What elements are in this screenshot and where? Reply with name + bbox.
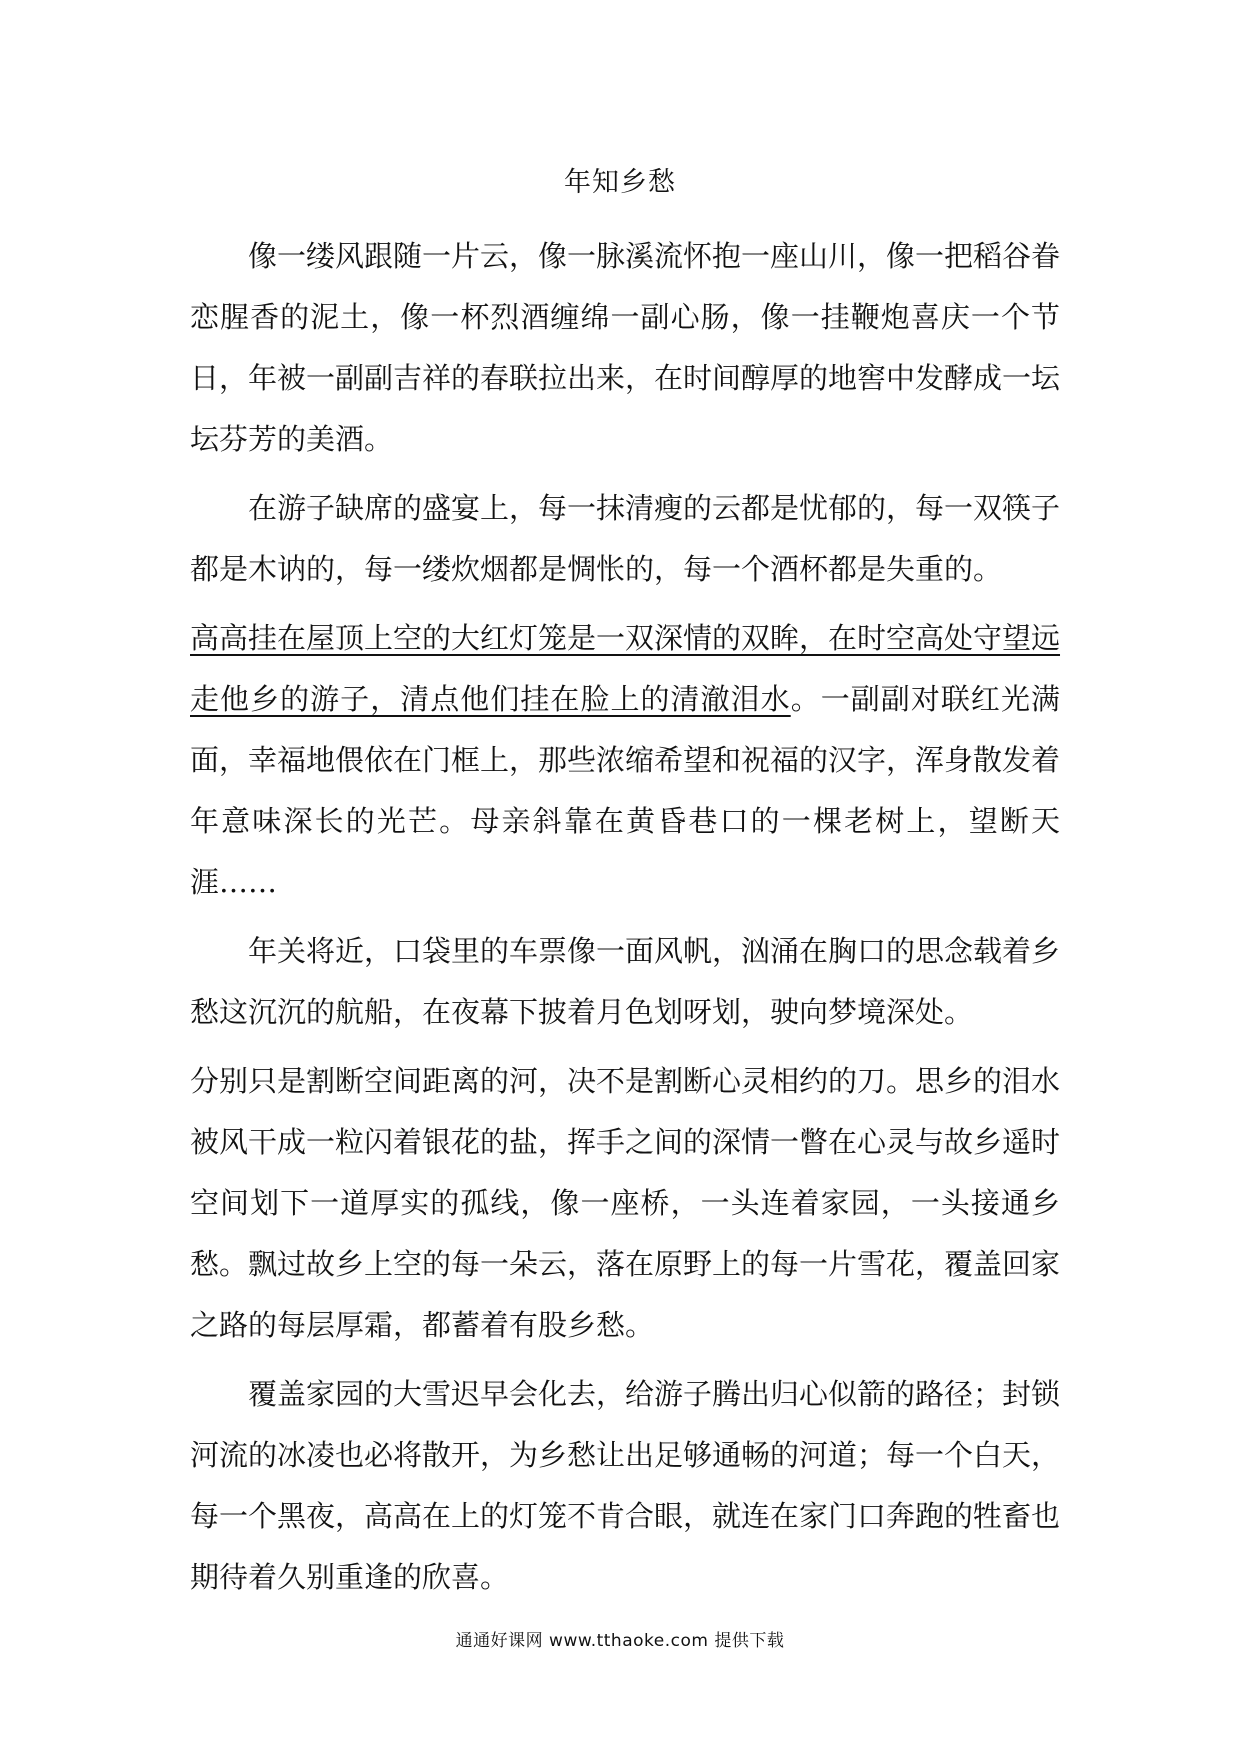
paragraph: 年关将近，口袋里的车票像一面风帆，汹涌在胸口的思念载着乡愁这沉沉的航船，在夜幕下披着月色划呀划，驶向梦境深处。 (190, 934, 1061, 1029)
paragraph (190, 608, 1060, 913)
underlined-text: 高高挂在屋顶上空的大红灯笼是一双深情的双眸，在时空高处守望远走他乡的游子，清点他们挂在脸上的清澈泪水 (190, 621, 1061, 716)
footer-source-note: 通通好课网 www.tthaoke.com 提供下载 (455, 1631, 785, 1651)
paragraph: 在游子缺席的盛宴上，每一抹清瘦的云都是忧郁的，每一双筷子都是木讷的，每一缕炊烟都是惆怅的，每一个酒杯都是失重的。 (190, 491, 1061, 586)
paragraph: 像一缕风跟随一片云，像一脉溪流怀抱一座山川，像一把稻谷眷恋腥香的泥土，像一杯烈酒缠绵一副心肠，像一挂鞭炮喜庆一个节日，年被一副副吉祥的春联拉出来，在时间醇厚的地窖中发酵成一坛坛芬芳的美酒。 (190, 239, 1061, 456)
paragraph-text: 。一副副对联红光满面，幸福地偎依在门框上，那些浓缩希望和祝福的汉字，浑身散发着年意味深长的光芒。母亲斜靠在黄昏巷口的一棵老树上，望断天涯…… (190, 682, 1061, 899)
page-title: 年知乡愁 (564, 167, 676, 198)
paragraph: 覆盖家园的大雪迟早会化去，给游子腾出归心似箭的路径；封锁河流的冰凌也必将散开，为乡愁让出足够通畅的河道；每一个白天，每一个黑夜，高高在上的灯笼不肯合眼，就连在家门口奔跑的牲畜也期待着久别重逢的欣喜。 (190, 1377, 1061, 1594)
paragraph: 分别只是割断空间距离的河，决不是割断心灵相约的刀。思乡的泪水被风干成一粒闪着银花的盐，挥手之间的深情一瞥在心灵与故乡遥时空间划下一道厚实的孤线，像一座桥，一头连着家园，一头接通乡愁。飘过故乡上空的每一朵云，落在原野上的每一片雪花，覆盖回家之路的每层厚霜，都蓄着有股乡愁。 (190, 1064, 1061, 1342)
article-body (190, 226, 1060, 1616)
